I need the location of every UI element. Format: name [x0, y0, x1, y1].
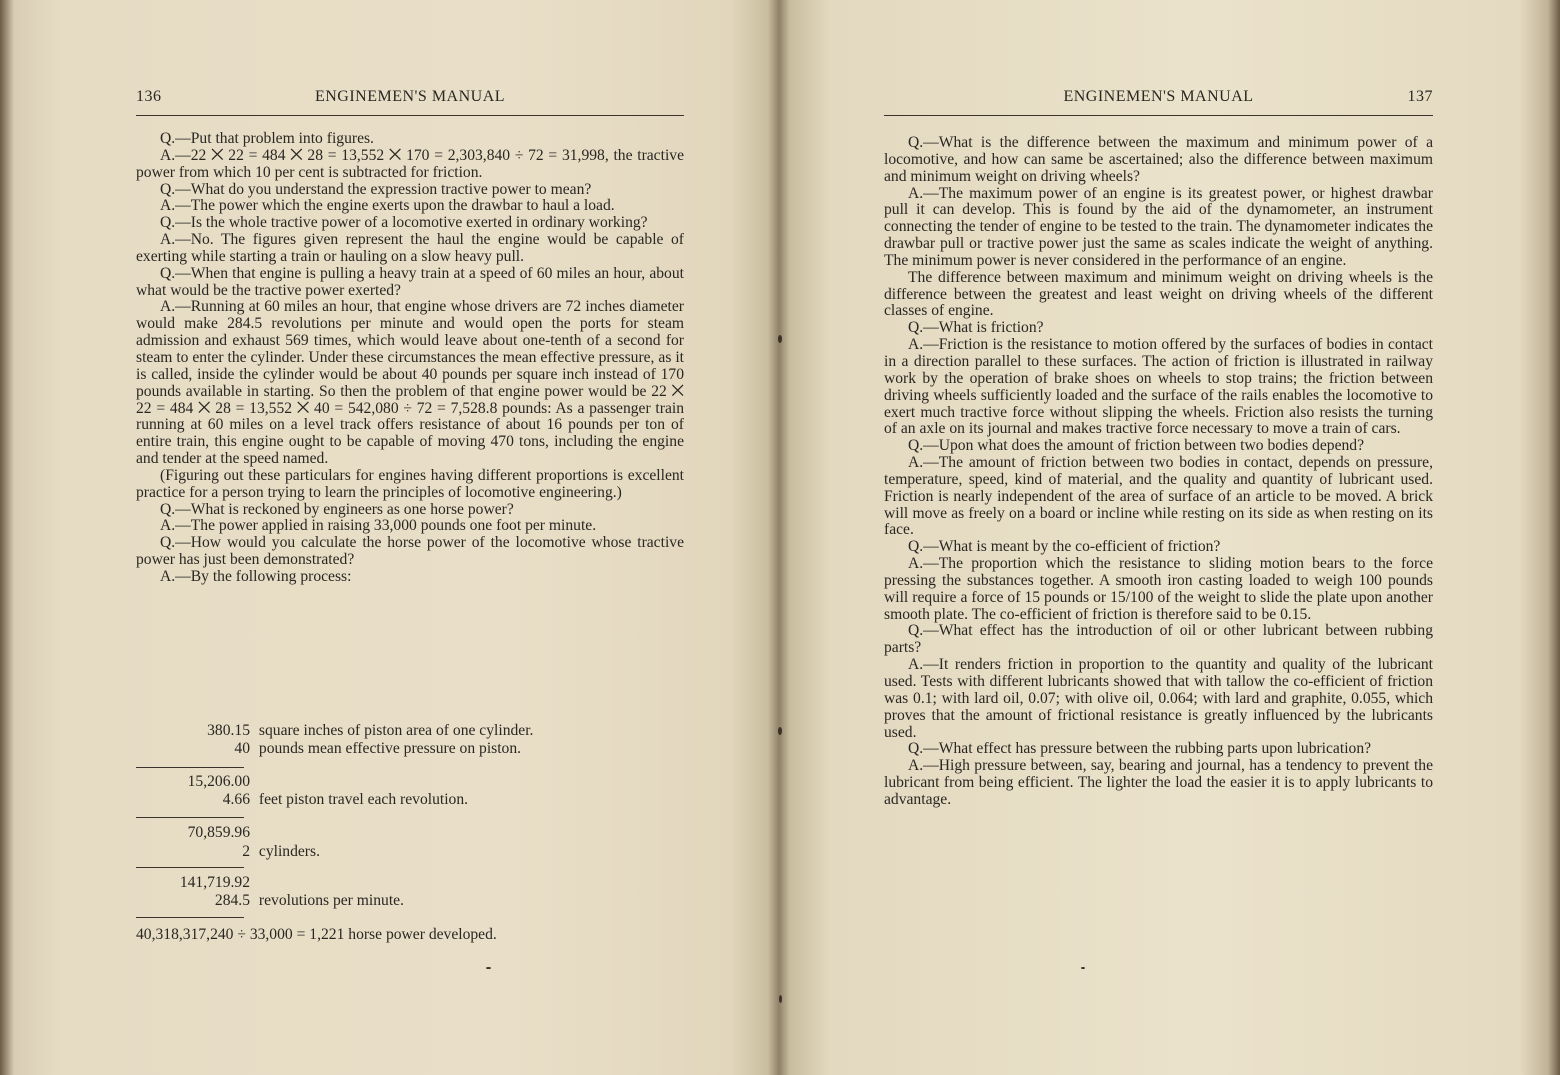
left-page: [136, 0, 684, 1075]
calc-value: 2: [242, 843, 250, 860]
paragraph: A.—Running at 60 miles an hour, that engine whose drivers are 72 inches diameter would make 284.5 revolutions per minute and would open the ports for steam admission and exhaust 569 times, which would leave about one-tenth of a second for steam to enter the cylinder. Under these circumstances the mean effective pressure, as it is called, inside the cylinder would be about 40 pounds per square inch instead of 170 pounds available in starting. So then the problem of that engine power would be 22 ⨉ 22 = 484 ⨉ 28 = 13,552 ⨉ 40 = 542,080 ÷ 72 = 7,528.8 pounds: As a passenger train running at 60 miles on a level track offers resistance of about 16 pounds per ton of entire train, this engine ought to be capable of moving 470 tons, including the engine and tender at the speed named.: [136, 298, 684, 468]
paragraph: A.—The proportion which the resistance to sliding motion bears to the force pressing the substances together. A smooth iron casting loaded to weigh 100 pounds will require a force of 15 pounds or 15/100 of the weight to slide the plate upon another smooth plate. The co-efficient of friction is therefore said to be 0.15.: [884, 555, 1433, 623]
left-page-number: 136: [136, 88, 162, 105]
paragraph: Q.—How would you calculate the horse power of the locomotive whose tractive power has just been demonstrated?: [136, 534, 684, 569]
page-speck: [486, 967, 491, 969]
calc-result: 40,318,317,240 ÷ 33,000 = 1,221 horse power developed.: [136, 926, 497, 943]
calc-value: 4.66: [222, 791, 250, 808]
paragraph: Q.—What effect has the introduction of oil or other lubricant between rubbing parts?: [884, 622, 1433, 657]
left-running-title: ENGINEMEN'S MANUAL: [314, 88, 506, 105]
calc-value: 284.5: [214, 892, 250, 909]
calc-label: square inches of piston area of one cylinder.: [258, 722, 534, 739]
paragraph: Q.—Is the whole tractive power of a locomotive exerted in ordinary working?: [160, 214, 648, 232]
calc-label: pounds mean effective pressure on piston.: [258, 740, 522, 757]
page-speck: [1081, 967, 1085, 969]
paragraph: A.—It renders friction in proportion to the quantity and quality of the lubricant used. Tests with different lubricants showed that with tallow the co-efficient of friction was 0.1; with lard oil, 0.07; with olive oil, 0.064; with lard and graphite, 0.055, which proves that the amount of frictional resistance is greatly influenced by the lubricants used.: [884, 656, 1433, 741]
calc-rule: [136, 817, 244, 818]
calc-subtotal: 141,719.92: [179, 874, 250, 891]
paragraph: Q.—What is meant by the co-efficient of friction?: [908, 538, 1221, 556]
paragraph: (Figuring out these particulars for engines having different proportions is excellent practice for a person trying to learn the principles of locomotive engineering.): [136, 466, 684, 501]
paragraph: Q.—Put that problem into figures.: [160, 130, 374, 147]
calc-line: [136, 843, 320, 861]
calc-value: 40: [234, 740, 250, 757]
paragraph: A.—High pressure between, say, bearing and journal, has a tendency to prevent the lubricant from being efficient. The lighter the load the easier it is to apply lubricants to advantage.: [884, 757, 1433, 808]
right-page: [884, 0, 1433, 1075]
calc-value: 380.15: [207, 722, 250, 739]
calc-rule: [136, 767, 244, 768]
binding-stitch-mark: [778, 335, 782, 343]
paragraph: A.—The power which the engine exerts upon the drawbar to haul a load.: [160, 197, 615, 215]
left-header-rule: [136, 115, 684, 116]
right-page-number: 137: [1407, 88, 1433, 105]
paragraph: A.—Friction is the resistance to motion offered by the surfaces of bodies in contact in a direction parallel to these surfaces. The action of friction is illustrated in railway work by the operation of brake shoes on wheels to stop trains; the friction between driving wheels sufficiently loaded and the surface of the rails enables the locomotive to exert much tractive force without slipping the wheels. Friction also resists the turning of an axle on its journal and makes tractive force necessary to move a train of cars.: [884, 336, 1433, 438]
calc-line: [136, 791, 468, 809]
paragraph: A.—By the following process:: [160, 567, 352, 585]
paragraph: Q.—What is reckoned by engineers as one horse power?: [160, 500, 514, 518]
binding-stitch-mark: [778, 727, 782, 735]
calc-label: cylinders.: [258, 843, 320, 860]
paragraph: A.—The amount of friction between two bodies in contact, depends on pressure, temperature, speed, kind of material, and the quality and quantity of lubricant used. Friction is nearly independent of the area of surface of an article to be moved. A brick will move as freely on a board or incline while resting on its side as when resting on its face.: [884, 454, 1433, 539]
binding-stitch-mark: [779, 995, 782, 1003]
paragraph: Q.—Upon what does the amount of friction between two bodies depend?: [908, 437, 1365, 455]
calc-label: feet piston travel each revolution.: [258, 791, 469, 808]
calc-label: revolutions per minute.: [258, 892, 404, 909]
paragraph: A.—No. The figures given represent the haul the engine would be capable of exerting while starting a train or hauling on a slow heavy pull.: [136, 231, 684, 265]
calc-rule: [136, 917, 244, 918]
calc-line: [136, 722, 533, 740]
right-page-header: [884, 88, 1433, 110]
paragraph: The difference between maximum and minimum weight on driving wheels is the difference between the greatest and least weight on driving wheels of the different classes of engine.: [884, 268, 1433, 320]
left-page-header: [136, 88, 684, 110]
right-running-title: ENGINEMEN'S MANUAL: [1063, 88, 1254, 105]
paragraph: Q.—What is the difference between the maximum and minimum power of a locomotive, and how can same be ascertained; also the difference between maximum and minimum weight on driving wheels?: [884, 134, 1433, 185]
calc-line: [136, 740, 521, 758]
paragraph: Q.—When that engine is pulling a heavy train at a speed of 60 miles an hour, about what would be the tractive power exerted?: [136, 264, 684, 299]
paragraph: A.—22 ⨉ 22 = 484 ⨉ 28 = 13,552 ⨉ 170 = 2,303,840 ÷ 72 = 31,998, the tractive power from which 10 per cent is subtracted for friction.: [136, 146, 684, 181]
calc-rule: [136, 867, 244, 868]
right-page-text: [884, 135, 1433, 809]
calc-subtotal: 15,206.00: [187, 773, 250, 790]
left-page-text: [136, 131, 684, 586]
paragraph: A.—The maximum power of an engine is its greatest power, or highest drawbar pull it can develop. This is found by the aid of the dynamometer, an instrument connecting the tender of engine to be tested to the train. The dynamometer indicates the drawbar pull or tractive power just the same as scales indicate the weight of anything. The minimum power is never considered in the performance of an engine.: [884, 184, 1433, 269]
paragraph: Q.—What is friction?: [908, 319, 1044, 337]
right-header-rule: [884, 115, 1433, 116]
paragraph: Q.—What effect has pressure between the rubbing parts upon lubrication?: [908, 740, 1372, 758]
calc-subtotal: 70,859.96: [187, 824, 250, 841]
paragraph: A.—The power applied in raising 33,000 pounds one foot per minute.: [160, 517, 597, 535]
calc-line: [136, 892, 404, 910]
paragraph: Q.—What do you understand the expression tractive power to mean?: [160, 180, 592, 198]
